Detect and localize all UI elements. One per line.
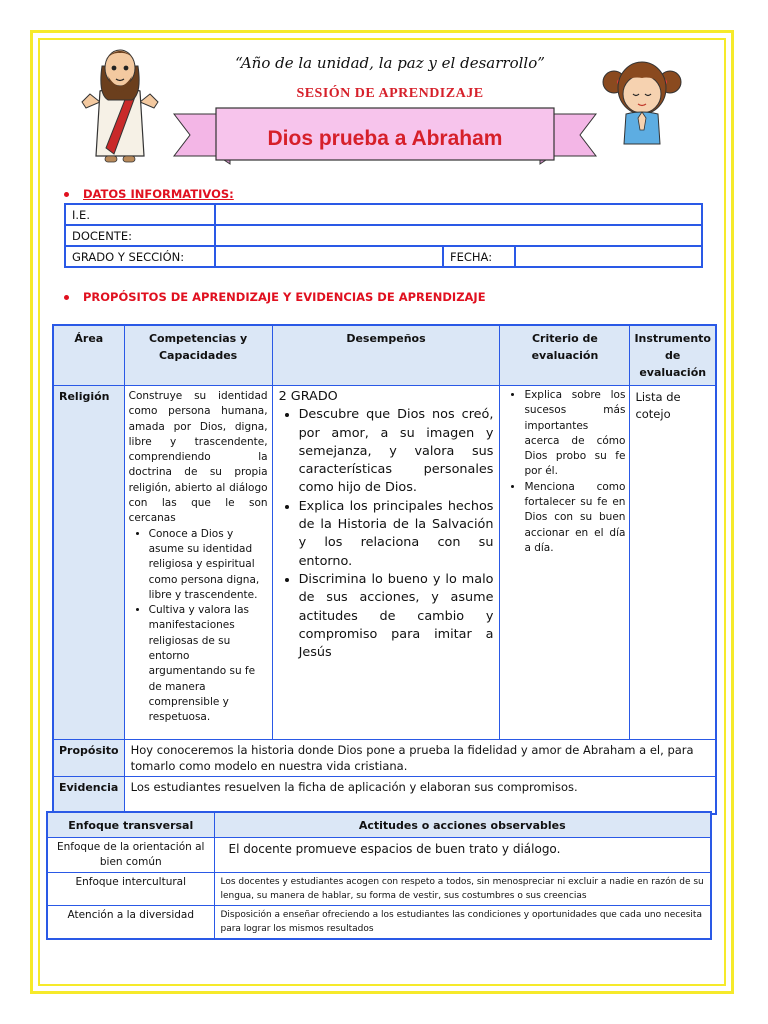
header-enfoque: Enfoque transversal — [47, 812, 214, 838]
enfoque-cell: Atención a la diversidad — [47, 906, 214, 940]
table-row — [53, 777, 716, 815]
session-title: Dios prueba a Abraham — [267, 127, 503, 150]
table-row — [53, 386, 716, 740]
criterio-item: • Explica sobre los sucesos más importantes acerca de cómo Dios probo su fe por él. — [524, 388, 625, 480]
jesus-illustration — [80, 36, 160, 166]
header-actitudes: Actitudes o acciones observables — [214, 812, 711, 838]
datos-heading: DATOS INFORMATIVOS: — [64, 187, 234, 201]
evidencia-label: Evidencia — [53, 777, 124, 815]
table-row — [65, 204, 702, 225]
table-row — [47, 906, 711, 940]
grado-text: 2 GRADO — [278, 389, 338, 404]
session-label: SESIÓN DE APRENDIZAJE — [296, 86, 484, 101]
desempeno-item: • Descubre que Dios nos creó, por amor, a su imagen y semejanza, y valora sus características personales como hijo de Dios. — [299, 406, 494, 497]
proposito-text: Hoy conoceremos la historia donde Dios pone a prueba la fidelidad y amor de Abraham a el, para tomarlo como modelo en nuestra vida cristiana. — [124, 740, 716, 777]
proposito-label: Propósito — [53, 740, 124, 777]
competencias-cell — [124, 386, 272, 740]
motto-text: “Año de la unidad, la paz y el desarrollo” — [235, 54, 545, 72]
accion-cell: Disposición a enseñar ofreciendo a los estudiantes las condiciones y oportunidades que cada uno necesita para lograr los mismos resultados — [214, 906, 711, 940]
grado-label: GRADO Y SECCIÓN: — [65, 246, 215, 267]
header-desempenos: Desempeños — [272, 325, 500, 386]
enfoques-table — [46, 811, 712, 940]
table-row — [65, 225, 702, 246]
table-row — [47, 838, 711, 873]
table-header-row — [47, 812, 711, 838]
competencia-text: Construye su identidad como persona humana, amada por Dios, digna, libre y trascendente, comprendiendo la doctrina de su propia religión, abierto al diálogo con las que le son cercanas — [128, 390, 268, 525]
ie-label: I.E. — [65, 204, 215, 225]
propositos-table — [52, 324, 717, 815]
table-row — [53, 740, 716, 777]
docente-value[interactable] — [215, 225, 702, 246]
instrumento-cell: Lista de cotejo — [630, 386, 716, 740]
evidencia-text: Los estudiantes resuelven la ficha de aplicación y elaboran sus compromisos. — [124, 777, 716, 815]
bullet-icon — [64, 295, 69, 300]
desempenos-cell — [272, 386, 500, 740]
enfoque-cell: Enfoque de la orientación al bien común — [47, 838, 214, 873]
ie-value[interactable] — [215, 204, 702, 225]
table-header-row — [53, 325, 716, 386]
header-criterio: Criterio de evaluación — [500, 325, 630, 386]
area-cell: Religión — [53, 386, 124, 740]
propositos-heading: PROPÓSITOS DE APRENDIZAJE Y EVIDENCIAS DE APRENDIZAJE — [64, 290, 486, 304]
capacidad-item: • Cultiva y valora las manifestaciones religiosas de su entorno argumentando su fe de manera comprensible y respetuosa. — [149, 603, 268, 725]
fecha-label: FECHA: — [443, 246, 515, 267]
bullet-icon — [64, 192, 69, 197]
datos-table — [64, 203, 703, 268]
table-row — [65, 246, 702, 267]
capacidad-item: • Conoce a Dios y asume su identidad religiosa y espiritual como persona digna, libre y trascendente. — [149, 527, 268, 603]
fecha-value[interactable] — [515, 246, 702, 267]
criterio-cell — [500, 386, 630, 740]
grado-value[interactable] — [215, 246, 443, 267]
table-row — [47, 873, 711, 906]
docente-label: DOCENTE: — [65, 225, 215, 246]
header-instrumento: Instrumento de evaluación — [630, 325, 716, 386]
accion-cell: Los docentes y estudiantes acogen con respeto a todos, sin menospreciar ni excluir a nadie en razón de su lengua, su manera de hablar, su forma de vestir, sus costumbres o sus creencias — [214, 873, 711, 906]
criterio-item: • Menciona como fortalecer su fe en Dios con su buen accionar en el día a día. — [524, 480, 625, 556]
accion-cell: El docente promueve espacios de buen trato y diálogo. — [214, 838, 711, 873]
header-competencias: Competencias y Capacidades — [124, 325, 272, 386]
desempeno-item: • Discrimina lo bueno y lo malo de sus acciones, y asume actitudes de cambio y compromiso para imitar a Jesús — [299, 571, 494, 662]
desempeno-item: • Explica los principales hechos de la Historia de la Salvación y los relaciona con su entorno. — [299, 498, 494, 571]
enfoque-cell: Enfoque intercultural — [47, 873, 214, 906]
header-area: Área — [53, 325, 124, 386]
